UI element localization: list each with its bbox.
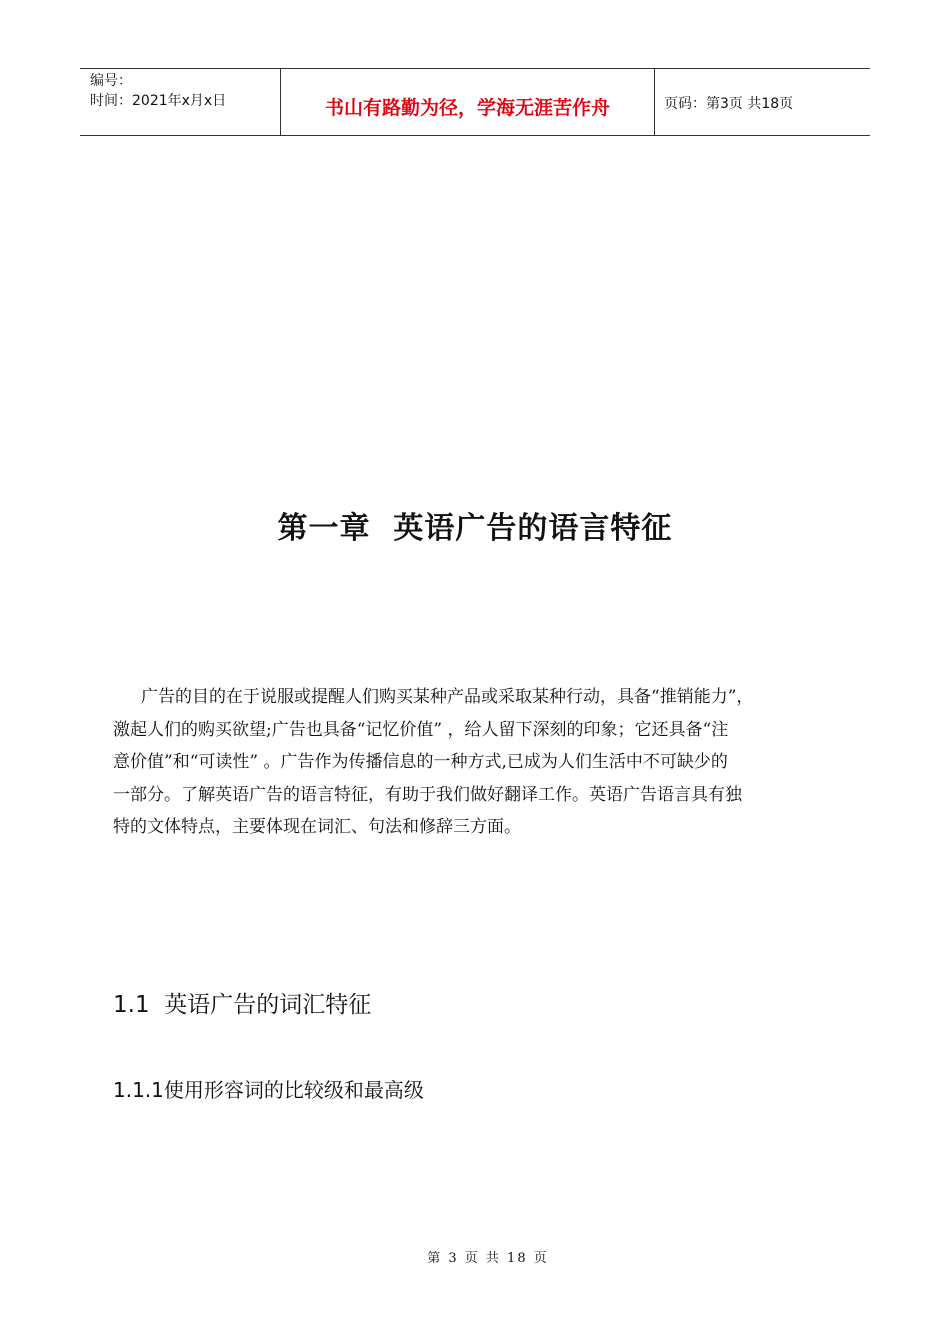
paragraph-line: 广告的目的在于说服或提醒人们购买某种产品或采取某种行动，具备“推销能力”， — [141, 687, 754, 707]
section-heading: 1.1 英语广告的词汇特征 — [113, 992, 372, 1018]
chapter-title: 第一章 英语广告的语言特征 — [277, 511, 673, 546]
header-table — [80, 68, 870, 136]
page-info: 页码：第3页 共18页 — [664, 96, 794, 112]
subsection-heading: 1.1.1使用形容词的比较级和最高级 — [113, 1078, 424, 1102]
body-paragraph — [113, 681, 843, 844]
time-label: 时间：2021年x月x日 — [90, 93, 227, 109]
page-footer: 第 3 页 共 18 页 — [427, 1251, 549, 1266]
paragraph-line: 意价值”和“可读性” 。广告作为传播信息的一种方式,已成为人们生活中不可缺少的 — [113, 752, 728, 772]
paragraph-line: 一部分。了解英语广告的语言特征，有助于我们做好翻译工作。英语广告语言具有独 — [113, 784, 742, 805]
header-left-cell — [80, 69, 281, 135]
paragraph-line: 特的文体特点，主要体现在词汇、句法和修辞三方面。 — [113, 817, 521, 837]
motto-text: 书山有路勤为径，学海无涯苦作舟 — [324, 96, 610, 119]
header-page-cell — [655, 69, 870, 135]
number-label: 编号： — [90, 73, 132, 89]
paragraph-line: 激起人们的购买欲望;广告也具备“记忆价值” ，给人留下深刻的印象；它还具备“注 — [113, 719, 729, 740]
header-motto-cell — [281, 69, 655, 135]
